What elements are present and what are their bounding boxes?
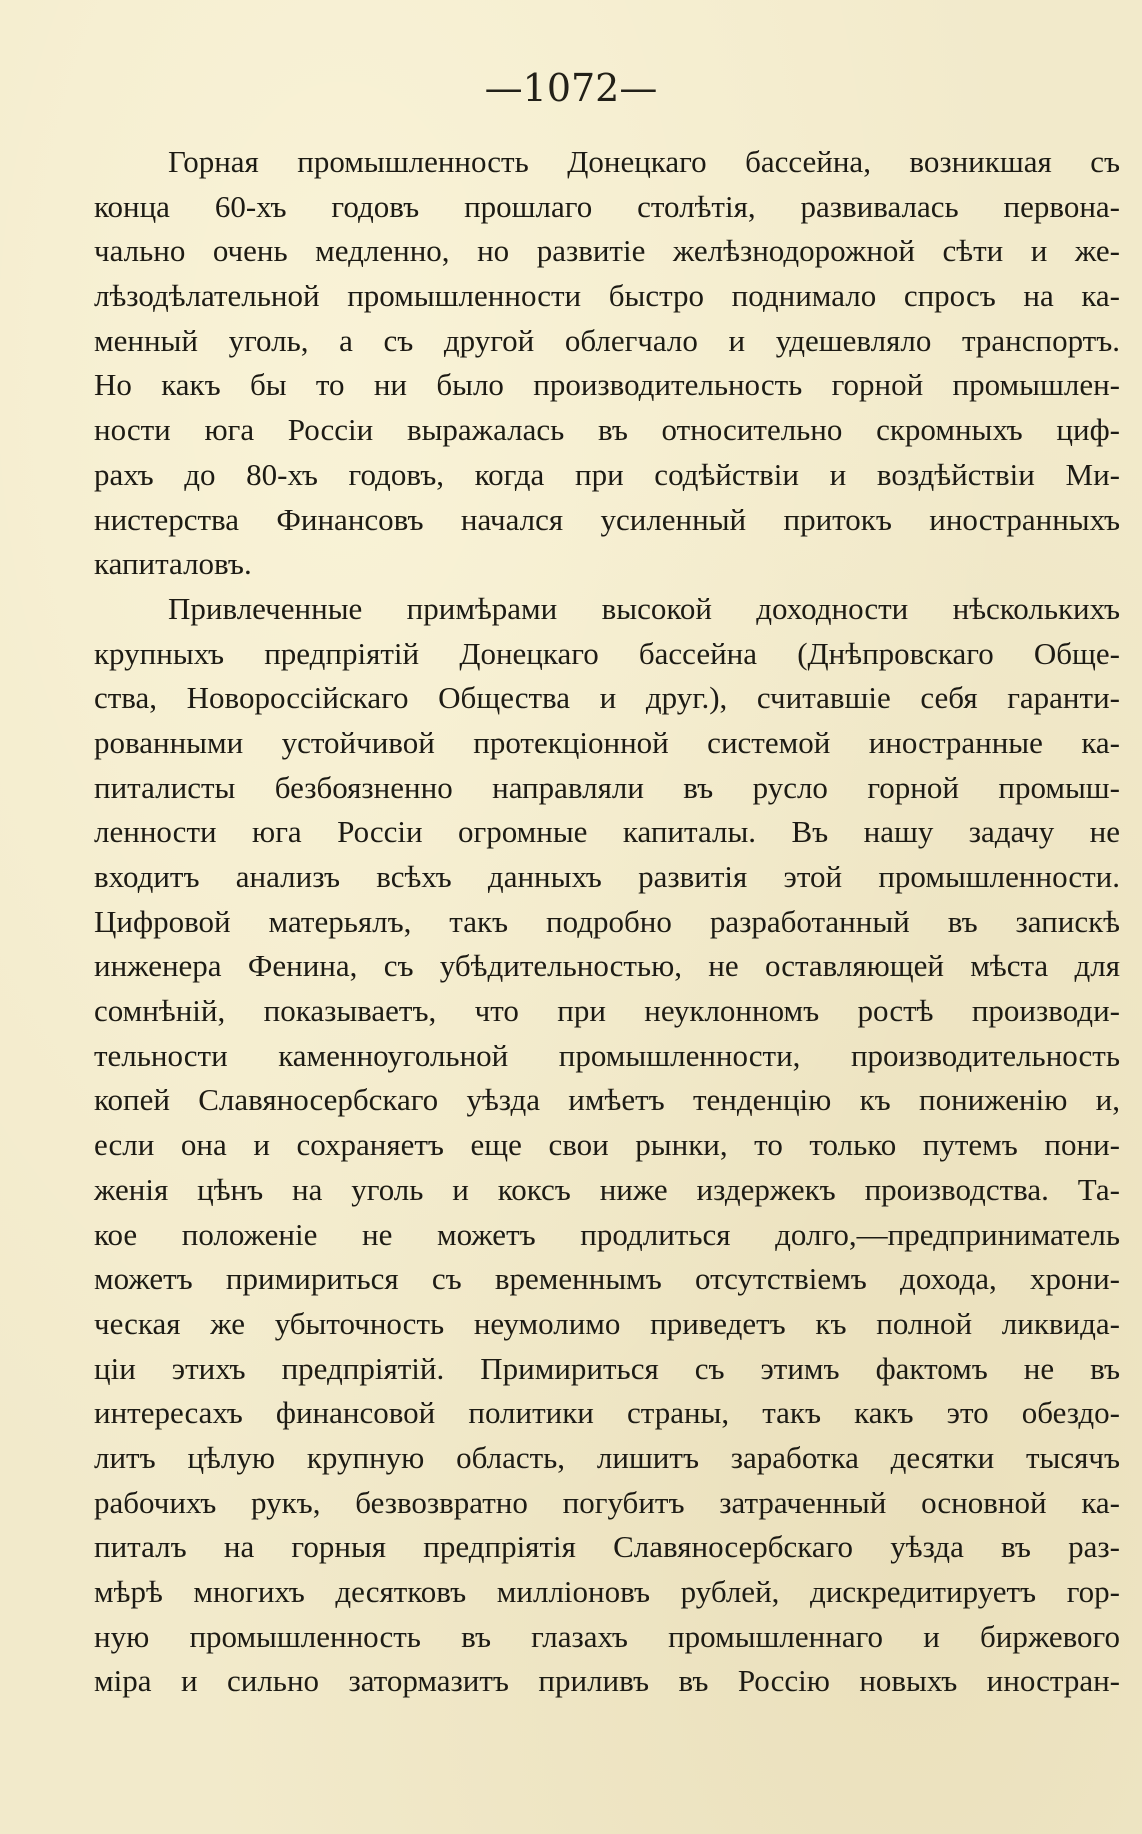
text-line: Цифровой матерьялъ, такъ подробно разработанный въ запискѣ xyxy=(94,903,1120,939)
text-line: капиталовъ. xyxy=(94,546,252,582)
text-line: литъ цѣлую крупную область, лишитъ заработка десятки тысячъ xyxy=(94,1439,1120,1475)
text-line: рабочихъ рукъ, безвозвратно погубитъ затраченный основной ка- xyxy=(94,1484,1120,1520)
text-line: инженера Фенина, съ убѣдительностью, не оставляющей мѣста для xyxy=(94,948,1120,984)
text-line: міра и сильно затормазитъ приливъ въ Россію новыхъ иностран- xyxy=(94,1663,1120,1699)
text-line: конца 60-хъ годовъ прошлаго столѣтія, развивалась первона- xyxy=(94,188,1120,224)
text-line: ную промышленность въ глазахъ промышленнаго и биржевого xyxy=(94,1618,1120,1654)
text-line: крупныхъ предпріятій Донецкаго бассейна (Днѣпровскаго Обще- xyxy=(94,635,1120,671)
text-line: женія цѣнъ на уголь и коксъ ниже издержекъ производства. Та- xyxy=(94,1171,1120,1207)
text-line: мѣрѣ многихъ десятковъ милліоновъ рублей, дискредитируетъ гор- xyxy=(94,1574,1120,1609)
page-body-text xyxy=(94,140,1120,1704)
text-line: Привлеченные примѣрами высокой доходности нѣсколькихъ xyxy=(168,590,1120,626)
text-line: чально очень медленно, но развитіе желѣзнодорожной сѣти и же- xyxy=(94,233,1120,269)
text-line: ческая же убыточность неумолимо приведетъ къ полной ликвида- xyxy=(94,1305,1120,1341)
paragraph-1 xyxy=(94,140,1120,587)
text-line: можетъ примириться съ временнымъ отсутствіемъ дохода, хрони- xyxy=(94,1261,1120,1297)
page-number: —1072— xyxy=(484,66,658,110)
text-line: лѣзодѣлательной промышленности быстро поднимало спросъ на ка- xyxy=(94,278,1120,314)
text-line: ности юга Россіи выражалась въ относительно скромныхъ циф- xyxy=(94,412,1120,448)
text-line: ленности юга Россіи огромные капиталы. Въ нашу задачу не xyxy=(94,814,1120,850)
text-line: копей Славяносербскаго уѣзда имѣетъ тенденцію къ пониженію и, xyxy=(94,1082,1120,1118)
text-line: Горная промышленность Донецкаго бассейна, возникшая съ xyxy=(168,144,1120,179)
text-line: питалисты безбоязненно направляли въ русло горной промыш- xyxy=(94,769,1120,805)
text-line: рованными устойчивой протекціонной системой иностранные ка- xyxy=(94,724,1120,760)
text-line: ства, Новороссійскаго Общества и друг.), считавшіе себя гаранти- xyxy=(94,680,1120,716)
text-line: кое положеніе не можетъ продлиться долго,—предприниматель xyxy=(94,1216,1120,1252)
text-line: нистерства Финансовъ начался усиленный притокъ иностранныхъ xyxy=(94,501,1120,537)
text-line: ціи этихъ предпріятій. Примириться съ этимъ фактомъ не въ xyxy=(94,1350,1120,1386)
text-line: питалъ на горныя предпріятія Славяносербскаго уѣзда въ раз- xyxy=(94,1529,1120,1565)
text-line: рахъ до 80-хъ годовъ, когда при содѣйствіи и воздѣйствіи Ми- xyxy=(94,456,1120,492)
text-line: тельности каменноугольной промышленности, производительность xyxy=(94,1037,1120,1073)
paragraph-2 xyxy=(94,587,1120,1704)
text-line: входитъ анализъ всѣхъ данныхъ развитія этой промышленности. xyxy=(94,859,1120,894)
text-line: сомнѣній, показываетъ, что при неуклонномъ ростѣ производи- xyxy=(94,993,1120,1029)
text-line: интересахъ финансовой политики страны, такъ какъ это обездо- xyxy=(94,1395,1120,1431)
text-line: если она и сохраняетъ еще свои рынки, то только путемъ пони- xyxy=(94,1127,1120,1163)
text-line: менный уголь, а съ другой облегчало и удешевляло транспортъ. xyxy=(94,322,1120,358)
text-line: Но какъ бы то ни было производительность горной промышлен- xyxy=(94,367,1120,403)
